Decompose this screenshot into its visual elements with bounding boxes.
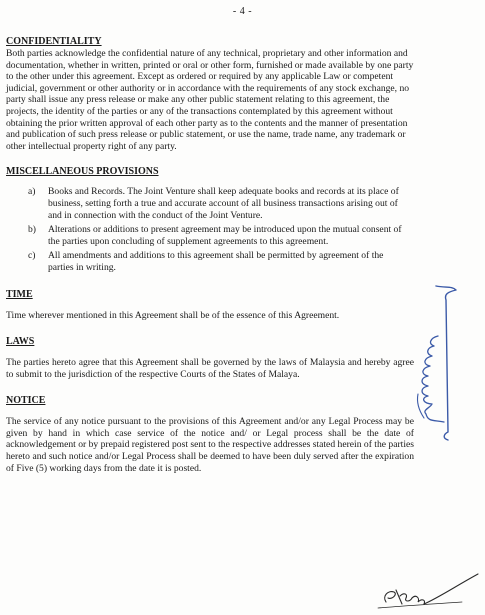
margin-initials-signature [404,282,464,442]
section-laws [6,336,414,380]
signature-stroke [378,602,462,608]
list-marker: b) [28,224,36,236]
heading-laws: LAWS [6,336,35,348]
list-item-text: Alterations or additions to present agreement may be introduced upon the mutual consent of the parties upon concluding of supplement agreements to this agreement. [48,224,402,247]
section-miscellaneous [6,166,414,273]
footer-signature [372,568,482,612]
list-item-text: Books and Records. The Joint Venture shall keep adequate books and records at its place of business, setting forth a true and accurate account of all business transactions arising out of and in connection with the conduct of the Joint Venture. [48,186,399,221]
heading-confidentiality: CONFIDENTIALITY [6,36,102,47]
heading-time: TIME [6,288,33,300]
miscellaneous-list [6,186,414,273]
list-item [6,250,408,273]
list-item-text: All amendments and additions to this agreement shall be permitted by agreement of the parties in writing. [48,250,384,273]
laws-body: The parties hereto agree that this Agreement shall be governed by the laws of Malaysia and hereby agree to submit to the jurisdiction of the respective Courts of the States of Malaya. [6,357,414,380]
section-notice [6,395,414,474]
signature-stroke [424,574,478,604]
signature-stroke [417,394,424,418]
signature-stroke [412,596,425,604]
section-time [6,289,414,322]
list-item [6,186,408,221]
confidentiality-body: Both parties acknowledge the confidential nature of any technical, proprietary and other information and documentation, whether in written, printed or oral or other form, furnished or made available by one party to the other under this agreement. Except as ordered or required by any applicable Law or competent judicial, government or other authority or in accordance with the requirements of any stock exchange, no party shall issue any press release or make any other public statement relating to this agreement, the projects, the identity of the parties or any of the transactions contemplated by this agreement without obtaining the prior written approval of each other party as to the contents and the manner of presentation and publication of such press release or public statement, or use the name, trade name, any trademark or other intellectual property right of any party. [6,48,414,152]
document-body [6,36,414,474]
page-number: - 4 - [232,6,253,17]
time-body: Time wherever mentioned in this Agreement shall be of the essence of this Agreement. [6,309,340,321]
heading-miscellaneous: MISCELLANEOUS PROVISIONS [6,166,159,178]
list-item [6,224,408,247]
list-marker: c) [28,250,36,262]
list-marker: a) [28,186,36,198]
heading-notice: NOTICE [6,395,46,407]
signature-stroke [436,286,456,440]
signature-stroke [396,590,412,604]
signature-stroke [422,336,444,422]
section-confidentiality [6,36,414,152]
signature-stroke [385,592,396,602]
notice-body: The service of any notice pursuant to the provisions of this Agreement and/or any Legal Process may be given by hand in which case service of the notice and/ or Legal process shall be the date of acknowledgement or by prepaid registered post sent to the respective addresses stated herein of the parties hereto and such notice and/or Legal Process shall be deemed to have been duly served after the expiration of Five (5) working days from the date it is posted. [6,416,414,474]
